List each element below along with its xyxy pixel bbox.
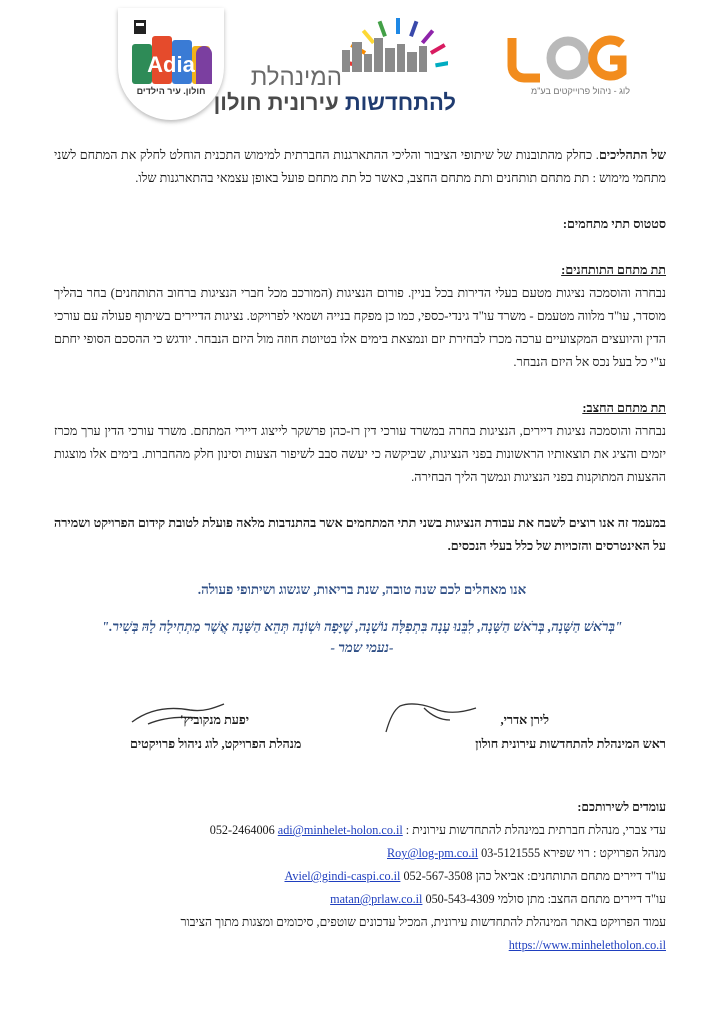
signer-left-title: מנהלת הפרויקט, לוג ניהול פרויקטים [130, 737, 302, 751]
minhelet-title-line2: להתחדשות עירונית חולון [213, 90, 456, 115]
contacts-heading: עומדים לשירותכם: [577, 800, 666, 814]
holon-city-logo [118, 8, 224, 120]
holon-caption: חולון. עיר הילדים [136, 86, 206, 96]
log-wordmark-icon [506, 30, 630, 84]
signer-right-title: ראש המינהלת להתחדשות עירונית חולון [475, 737, 666, 751]
intro-text: . כחלק מהתובנות של שיתופי הציבור והליכי ההתארגנות החברתית למימוש התכנית הוחלט לחלק את המתחם לשני מתחמי מימוש : תת מתחם תותחנים ותת מתחם החצב, כאשר כל תת מתחם פועל באופן עצמאי בהתארגנות שלו. [54, 148, 666, 185]
project-site-row [54, 934, 666, 957]
letter-body [54, 144, 666, 558]
poem-line: "בְּרֹאשׁ הַשָּׁנָה, בְּרֹאשׁ הַשָּׁנָה, לִבֵּנוּ עָנָה בִּתְפִלָּה נוֹשָׁנָה, שֶׁיָּפָה וּשְׁוֹנָה תְּהֵא הַשָּׁנָה אֲשֶׁר מַתְחִילָה לָהּ בְּשִׁיר." [101, 619, 623, 634]
contact-row: מנהל הפרויקט : רוי שפירא 03-5121555 Roy@log-pm.co.il [387, 846, 666, 860]
holiday-poem [58, 616, 666, 658]
signature-scribble-right [380, 698, 480, 738]
section-text: נבחרה והוסמכה נציגות דיירים, הנציגות בחרה במשרד עורכי דין רז-כהן פרשקר לייצוג דיירי המתחם. משרד עורכי הדין ערך מכרז יזמים והציג את תוצאותיו הראשונות בפני הנציגות, שביקשה כי יעשה סבב לשיפור הצעות וסינון חלק מהחברות. בימים אלו מוצגות ההצעות המתוקנות בפני הנציגות ונמשך הליך הבחירה. [54, 424, 666, 484]
intro-lead: של התהליכים [598, 148, 666, 162]
project-site-link[interactable]: https://www.minheletholon.co.il [508, 938, 666, 952]
email-link[interactable]: Roy@log-pm.co.il [387, 846, 479, 860]
contact-row: עדי צברי, מנהלת חברתית במינהלת להתחדשות עירונית : adi@minhelet-holon.co.il 052-2464006 [209, 823, 666, 837]
minhelet-logo [213, 14, 464, 115]
minhelet-title-line1: המינהלת [250, 64, 342, 91]
email-link[interactable]: adi@minhelet-holon.co.il [277, 823, 403, 837]
project-site-text: עמוד הפרויקט באתר המינהלת להתחדשות עירונית, המכיל עדכונים שוטפים, סיכומים ומצגות מתוך הציבור [180, 915, 666, 929]
log-company-logo [506, 30, 630, 102]
email-link[interactable]: Aviel@gindi-caspi.co.il [284, 869, 401, 883]
intro-paragraph [54, 144, 666, 190]
signer-right-name: לירן אדרי, [500, 713, 549, 727]
section-title: תת מתחם החצב: [582, 401, 666, 415]
email-link[interactable]: matan@prlaw.co.il [330, 892, 423, 906]
holon-emblem-icon [124, 14, 218, 86]
section-text: נבחרה והוסמכה נציגות מטעם בעלי הדירות בכל בניין. פורום הנציגות (המורכב מכל חברי הנציגות ברחוב התותחנים) בחר בהליך מוסדר, עו"ד מלווה מטעמם - משרד עו"ד גינדי-כספי, כמו כן מפקח בנייה ושמאי לפרויקט. נציגות הדיירים בשיתוף פעולה עם עורכי הדין והיועצים המקצועיים ערכה מכרז לבחירת יזם ונמצאת בימים אלו בטיוטת חוזה מול היזם הנבחר. יודגש כי ההסכם הסופי יחתם ע"י כל בעל נכס אל היזם הנבחר. [54, 286, 666, 369]
status-heading: סטטוס תתי מתחמים: [562, 217, 666, 231]
signer-left-name: יפעת מנקוביץ' [180, 713, 250, 727]
contact-row: עו"ד דיירים מתחם התותחנים: אביאל כהן 052-567-3508 Aviel@gindi-caspi.co.il [284, 869, 666, 883]
svg-text:Adia: Adia [147, 52, 195, 77]
section-title: תת מתחם התותחנים: [561, 263, 666, 277]
log-caption: לוג - ניהול פרוייקטים בע"מ [531, 86, 630, 96]
closing-paragraph: במעמד זה אנו רוצים לשבח את עבודת הנציגות בשני תתי המתחמים אשר בהתנדבות מלאה פועלת לטובת קידום הפרויקט ושמירה על האינטרסים והזכויות של כלל בעלי הנכסים. [54, 516, 666, 553]
poem-attribution: -נעמי שמר - [330, 640, 394, 655]
skyline-sunburst-icon [328, 14, 448, 72]
contact-row: עו"ד דיירים מתחם החצב: מתן סולמי 050-543-4309 matan@prlaw.co.il [330, 892, 666, 906]
contacts-section [54, 796, 666, 957]
holiday-greeting: אנו מאחלים לכם שנה טובה, שנת בריאות, שגשוג ושיתופי פעולה. [197, 582, 527, 597]
